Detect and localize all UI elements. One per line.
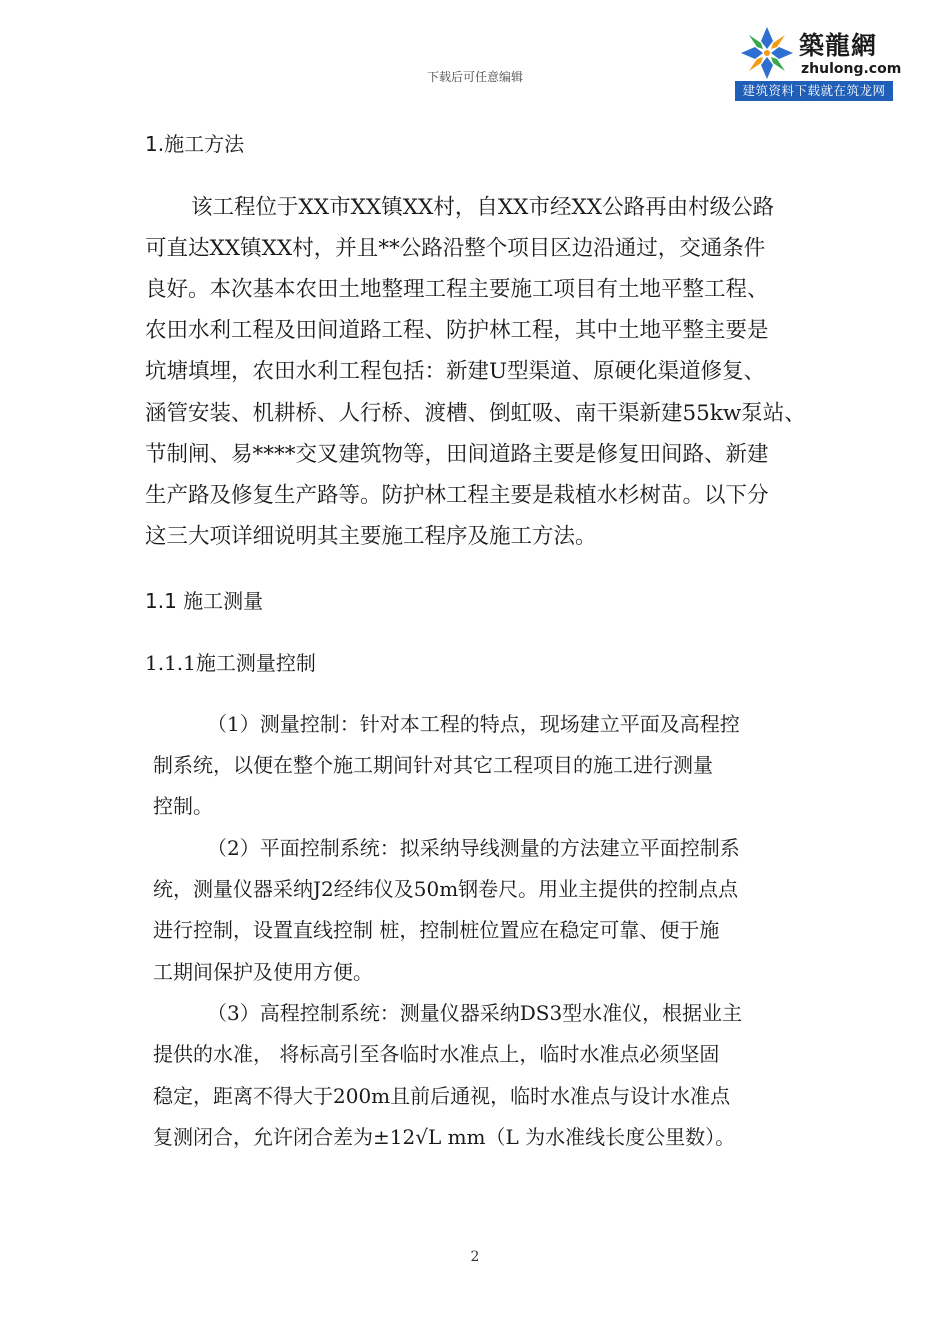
- intro-line: 该工程位于XX市XX镇XX村，自XX市经XX公路再由村级公路: [191, 195, 775, 220]
- header-note: 下载后可任意编辑: [426, 70, 523, 84]
- intro-line: 坑塘填埋，农田水利工程包括：新建U型渠道、原硬化渠道修复、: [145, 359, 766, 384]
- item1-line: 制系统，以便在整个施工期间针对其它工程项目的施工进行测量: [153, 753, 713, 777]
- item3-line: 提供的水准， 将标高引至各临时水准点上，临时水准点必须坚固: [153, 1042, 720, 1066]
- item3-line: 复测闭合，允许闭合差为±12√L mm（L 为水准线长度公里数）。: [153, 1125, 736, 1149]
- subsection-title: 1.1 施工测量: [145, 589, 264, 613]
- item2-line: 工期间保护及使用方便。: [153, 960, 373, 984]
- item1-line: （1）测量控制：针对本工程的特点，现场建立平面及高程控: [207, 712, 740, 736]
- intro-line: 生产路及修复生产路等。防护林工程主要是栽植水杉树苗。以下分: [145, 483, 769, 508]
- intro-line: 节制闸、易****交叉建筑物等，田间道路主要是修复田间路、新建: [145, 442, 769, 467]
- item2-line: 进行控制，设置直线控制 桩，控制桩位置应在稳定可靠、便于施: [153, 918, 720, 942]
- logo-name: 築龍網: [799, 31, 878, 60]
- section-title: 1.施工方法: [145, 132, 245, 156]
- intro-line: 良好。本次基本农田土地整理工程主要施工项目有土地平整工程、: [145, 277, 769, 302]
- item2-line: （2）平面控制系统：拟采纳导线测量的方法建立平面控制系: [207, 836, 740, 860]
- page-number: 2: [470, 1249, 480, 1265]
- item2-line: 统，测量仪器采纳J2经纬仪及50m钢卷尺。用业主提供的控制点点: [153, 877, 739, 901]
- subsubsection-title: 1.1.1施工测量控制: [145, 651, 316, 675]
- item1-line: 控制。: [153, 794, 213, 818]
- intro-line: 可直达XX镇XX村，并且**公路沿整个项目区边沿通过，交通条件: [145, 236, 766, 261]
- intro-line: 涵管安装、机耕桥、人行桥、渡槽、倒虹吸、南干渠新建55kw泵站、: [145, 401, 806, 426]
- item3-line: 稳定，距离不得大于200m且前后通视，临时水准点与设计水准点: [153, 1084, 731, 1108]
- logo-domain: zhulong.com: [801, 61, 902, 77]
- item3-line: （3）高程控制系统：测量仪器采纳DS3型水准仪，根据业主: [207, 1001, 743, 1025]
- intro-line: 农田水利工程及田间道路工程、防护林工程，其中土地平整主要是: [145, 318, 769, 343]
- logo-slogan: 建筑资料下载就在筑龙网: [735, 81, 893, 101]
- intro-line: 这三大项详细说明其主要施工程序及施工方法。: [145, 524, 597, 549]
- zhulong-logo[interactable]: [735, 23, 902, 101]
